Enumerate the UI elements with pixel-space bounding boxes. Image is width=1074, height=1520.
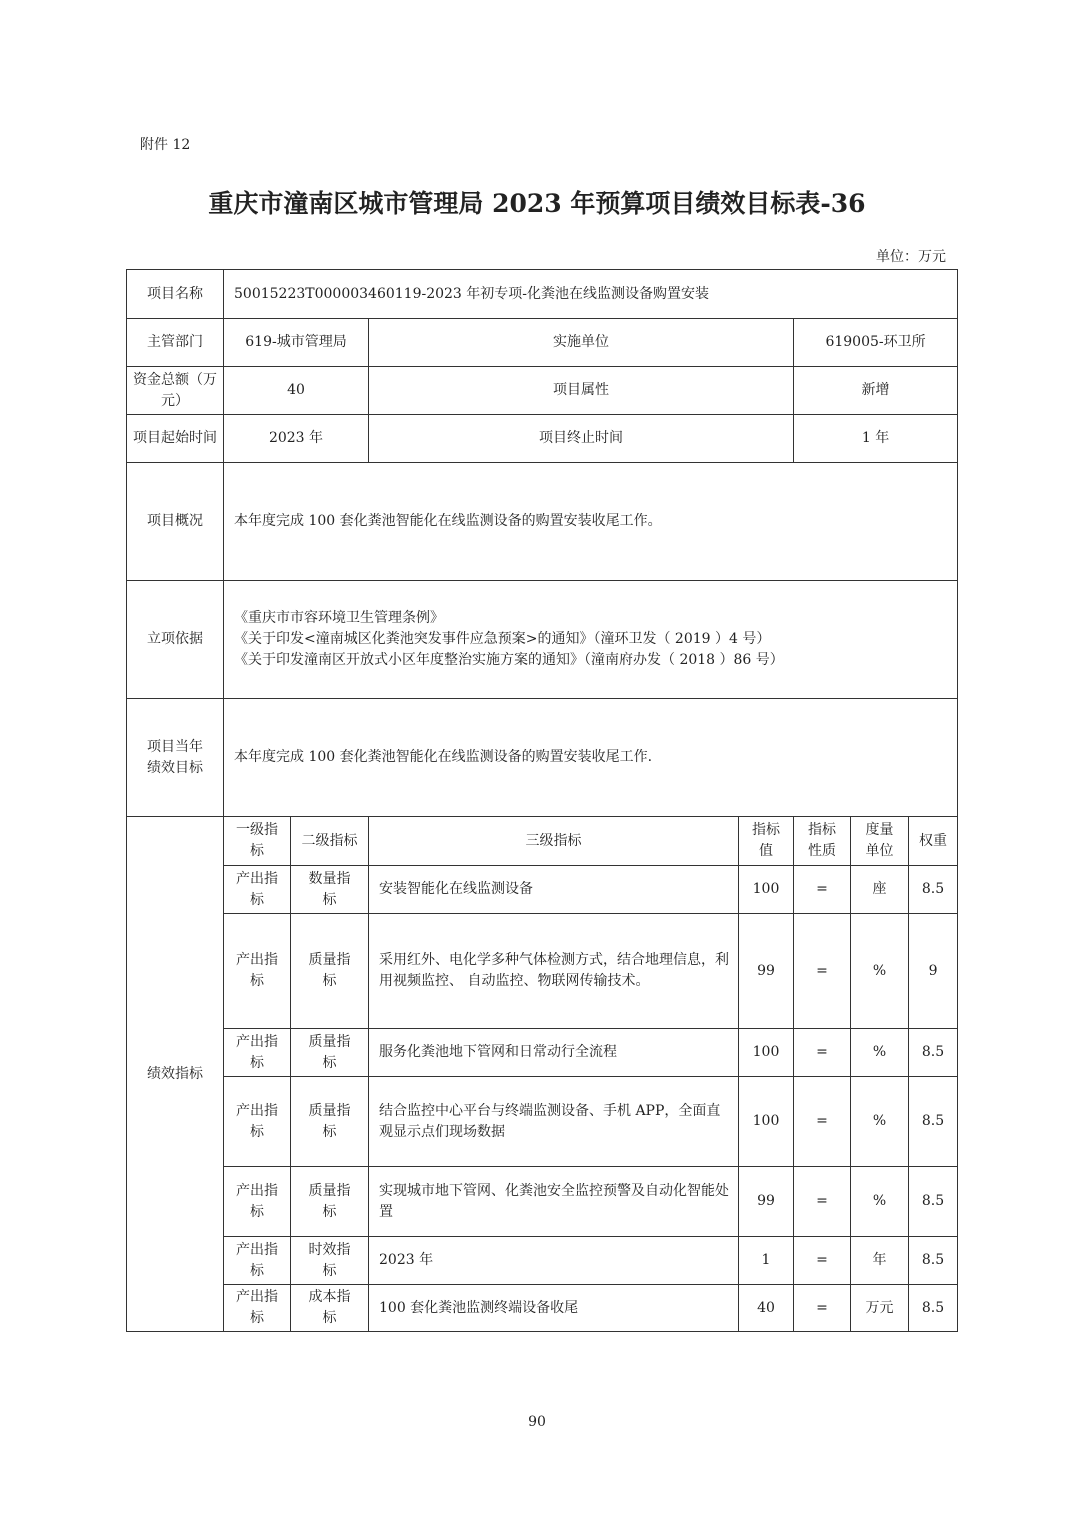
indicator-row xyxy=(127,1167,958,1237)
indicator-level1: 产出指标 xyxy=(224,1029,291,1077)
indicator-unit: % xyxy=(851,1029,909,1077)
end-value: 1 年 xyxy=(794,415,958,463)
indicator-level3: 服务化粪池地下管网和日常动行全流程 xyxy=(369,1029,739,1077)
indicator-value: 99 xyxy=(739,1167,794,1237)
indicator-level2: 质量指标 xyxy=(291,1077,369,1167)
indicator-row xyxy=(127,866,958,914)
end-label: 项目终止时间 xyxy=(369,415,794,463)
indicator-level1: 产出指标 xyxy=(224,1167,291,1237)
dept-label: 主管部门 xyxy=(127,319,224,367)
performance-table xyxy=(126,269,958,1332)
indicator-unit: % xyxy=(851,1167,909,1237)
fund-label: 资金总额（万元） xyxy=(127,367,224,415)
header-nature: 指标性质 xyxy=(794,817,851,866)
basis-item: 《关于印发<潼南城区化粪池突发事件应急预案>的通知》（潼环卫发（ 2019 ）4 号） xyxy=(234,631,771,647)
indicator-value: 100 xyxy=(739,1077,794,1167)
indicator-nature: = xyxy=(794,1077,851,1167)
indicator-value: 1 xyxy=(739,1237,794,1285)
project-name-label: 项目名称 xyxy=(127,270,224,319)
indicators-section-label: 绩效指标 xyxy=(127,817,224,1332)
indicator-level3: 100 套化粪池监测终端设备收尾 xyxy=(369,1285,739,1332)
impl-value: 619005-环卫所 xyxy=(794,319,958,367)
indicator-level1: 产出指标 xyxy=(224,1237,291,1285)
start-value: 2023 年 xyxy=(224,415,369,463)
fund-value: 40 xyxy=(224,367,369,415)
indicator-unit: 座 xyxy=(851,866,909,914)
indicator-level1: 产出指标 xyxy=(224,1077,291,1167)
indicator-nature: = xyxy=(794,866,851,914)
goal-value: 本年度完成 100 套化粪池智能化在线监测设备的购置安装收尾工作. xyxy=(224,699,958,817)
indicator-level2: 时效指标 xyxy=(291,1237,369,1285)
indicator-nature: = xyxy=(794,1029,851,1077)
header-value: 指标值 xyxy=(739,817,794,866)
attr-value: 新增 xyxy=(794,367,958,415)
indicator-weight: 8.5 xyxy=(909,866,958,914)
page-title: 重庆市潼南区城市管理局 2023 年预算项目绩效目标表-36 xyxy=(208,189,866,218)
basis-item: 《关于印发潼南区开放式小区年度整治实施方案的通知》（潼南府办发（ 2018 ）86 号） xyxy=(234,652,784,668)
indicator-row xyxy=(127,1285,958,1332)
indicator-level2: 质量指标 xyxy=(291,914,369,1029)
basis-item: 《重庆市市容环境卫生管理条例》 xyxy=(234,610,444,626)
indicator-weight: 8.5 xyxy=(909,1077,958,1167)
goal-label: 项目当年绩效目标 xyxy=(127,699,224,817)
indicator-unit: 万元 xyxy=(851,1285,909,1332)
indicator-weight: 8.5 xyxy=(909,1029,958,1077)
indicator-level2: 质量指标 xyxy=(291,1029,369,1077)
indicator-level3: 实现城市地下管网、化粪池安全监控预警及自动化智能处置 xyxy=(369,1167,739,1237)
indicator-row xyxy=(127,1029,958,1077)
header-weight: 权重 xyxy=(909,817,958,866)
indicator-level1: 产出指标 xyxy=(224,866,291,914)
indicator-level3: 结合监控中心平台与终端监测设备、手机 APP，全面直观显示点们现场数据 xyxy=(369,1077,739,1167)
indicator-level3: 安装智能化在线监测设备 xyxy=(369,866,739,914)
indicator-row xyxy=(127,1237,958,1285)
indicator-unit: % xyxy=(851,914,909,1029)
indicator-weight: 8.5 xyxy=(909,1237,958,1285)
indicator-unit: % xyxy=(851,1077,909,1167)
dept-value: 619-城市管理局 xyxy=(224,319,369,367)
header-level3: 三级指标 xyxy=(369,817,739,866)
indicator-row xyxy=(127,914,958,1029)
indicator-level1: 产出指标 xyxy=(224,1285,291,1332)
indicator-value: 99 xyxy=(739,914,794,1029)
impl-label: 实施单位 xyxy=(369,319,794,367)
page-number: 90 xyxy=(528,1414,546,1430)
indicator-weight: 9 xyxy=(909,914,958,1029)
indicator-weight: 8.5 xyxy=(909,1285,958,1332)
overview-label: 项目概况 xyxy=(127,463,224,581)
indicator-level1: 产出指标 xyxy=(224,914,291,1029)
indicator-level2: 成本指标 xyxy=(291,1285,369,1332)
header-unit: 度量单位 xyxy=(851,817,909,866)
indicator-nature: = xyxy=(794,1237,851,1285)
header-level1: 一级指标 xyxy=(224,817,291,866)
indicator-level2: 质量指标 xyxy=(291,1167,369,1237)
start-label: 项目起始时间 xyxy=(127,415,224,463)
attr-label: 项目属性 xyxy=(369,367,794,415)
attachment-label: 附件 12 xyxy=(140,137,191,153)
indicator-value: 100 xyxy=(739,866,794,914)
indicator-level3: 采用红外、电化学多种气体检测方式，结合地理信息，利用视频监控、 自动监控、物联网传输技术。 xyxy=(369,914,739,1029)
indicator-nature: = xyxy=(794,1285,851,1332)
indicator-value: 100 xyxy=(739,1029,794,1077)
indicator-nature: = xyxy=(794,914,851,1029)
overview-value: 本年度完成 100 套化粪池智能化在线监测设备的购置安装收尾工作。 xyxy=(224,463,958,581)
basis-value xyxy=(224,581,958,699)
indicator-level2: 数量指标 xyxy=(291,866,369,914)
indicator-row xyxy=(127,1077,958,1167)
unit-label: 单位：万元 xyxy=(876,249,946,265)
indicator-nature: = xyxy=(794,1167,851,1237)
indicator-weight: 8.5 xyxy=(909,1167,958,1237)
header-level2: 二级指标 xyxy=(291,817,369,866)
indicator-value: 40 xyxy=(739,1285,794,1332)
indicator-level3: 2023 年 xyxy=(369,1237,739,1285)
indicator-unit: 年 xyxy=(851,1237,909,1285)
basis-label: 立项依据 xyxy=(127,581,224,699)
project-name: 50015223T000003460119-2023 年初专项-化粪池在线监测设备购置安装 xyxy=(224,270,958,319)
